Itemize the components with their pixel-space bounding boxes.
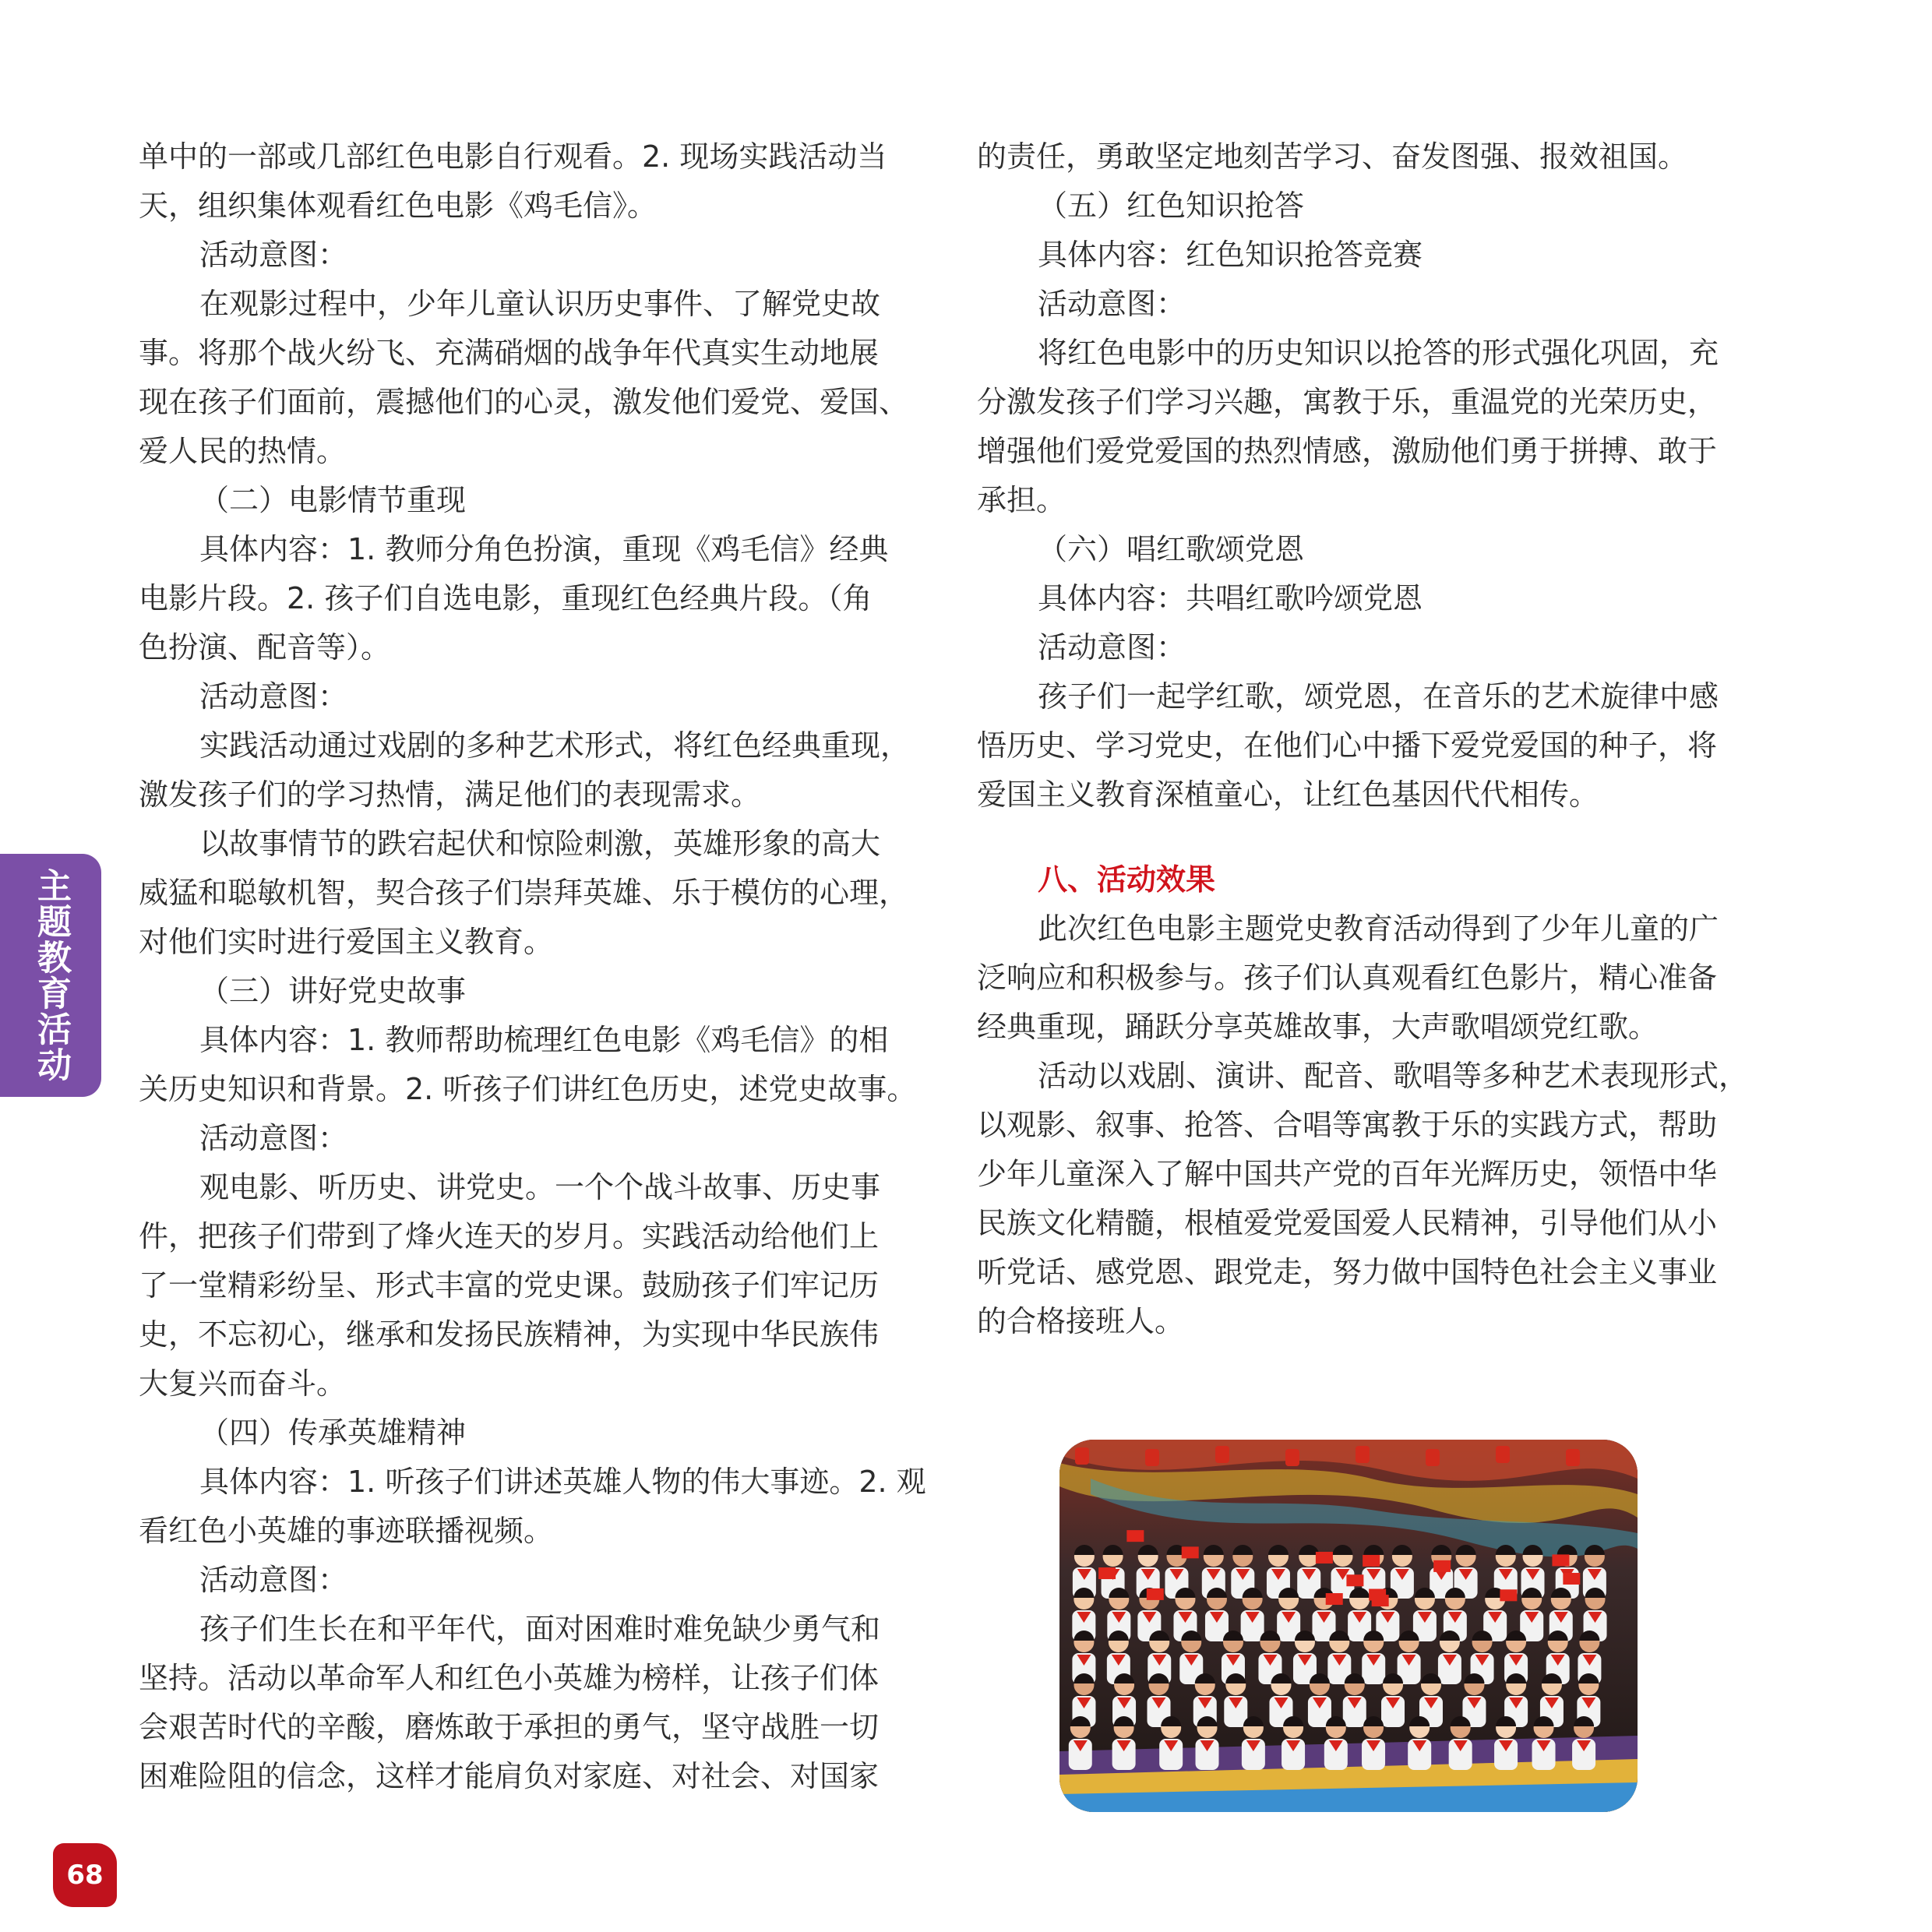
text-line: 活动意图： <box>199 1121 348 1155</box>
waving-flag <box>1326 1593 1343 1605</box>
text-line: 事。将那个战火纷飞、充满硝烟的战争年代真实生动地展 <box>139 336 880 370</box>
text-line: 将红色电影中的历史知识以抢答的形式强化巩固，充 <box>1038 336 1719 370</box>
text-line: 观电影、听历史、讲党史。一个个战斗故事、历史事 <box>199 1170 881 1204</box>
text-line: 坚持。活动以革命军人和红色小英雄为榜样，让孩子们体 <box>139 1661 880 1695</box>
section-heading: 八、活动效果 <box>1038 862 1216 897</box>
text-line: 具体内容：1. 教师分角色扮演，重现《鸡毛信》经典 <box>199 532 889 566</box>
text-line: 会艰苦时代的辛酸，磨炼敢于承担的勇气，坚守战胜一切 <box>139 1710 880 1744</box>
text-line: 孩子们生长在和平年代，面对困难时难免缺少勇气和 <box>199 1612 881 1646</box>
text-line: 悟历史、学习党史，在他们心中播下爱党爱国的种子，将 <box>977 728 1718 763</box>
text-line: 具体内容：1. 听孩子们讲述英雄人物的伟大事迹。2. 观 <box>199 1465 926 1499</box>
text-line: 以故事情节的跌宕起伏和惊险刺激，英雄形象的高大 <box>199 827 881 861</box>
waving-flag <box>1552 1554 1569 1566</box>
waving-flag <box>1372 1595 1389 1606</box>
left-text-column <box>139 132 926 1801</box>
text-line: 电影片段。2. 孩子们自选电影，重现红色经典片段。（角 <box>139 581 873 615</box>
text-line: 活动意图： <box>1038 287 1186 321</box>
side-tab-label: 主题教育活动 <box>31 868 71 1083</box>
text-line: 史，不忘初心，继承和发扬民族精神，为实现中华民族伟 <box>139 1317 880 1352</box>
text-line: 色扮演、配音等）。 <box>139 630 391 665</box>
text-line: （五）红色知识抢答 <box>1038 189 1305 223</box>
page-number: 68 <box>53 1843 117 1907</box>
waving-flag <box>1563 1573 1580 1585</box>
text-line: 活动以戏剧、演讲、配音、歌唱等多种艺术表现形式， <box>1038 1059 1749 1093</box>
text-line: 经典重现，踊跃分享英雄故事，大声歌唱颂党红歌。 <box>977 1010 1659 1044</box>
text-line: （六）唱红歌颂党恩 <box>1038 532 1305 566</box>
text-line: 爱人民的热情。 <box>139 434 347 468</box>
text-line: 的合格接班人。 <box>977 1304 1185 1338</box>
text-line: 活动意图： <box>199 679 348 714</box>
text-line: 民族文化精髓，根植爱党爱国爱人民精神，引导他们从小 <box>977 1206 1718 1240</box>
waving-flag <box>1182 1546 1199 1558</box>
text-line: 看红色小英雄的事迹联播视频。 <box>139 1514 554 1548</box>
text-line: （二）电影情节重现 <box>199 483 467 517</box>
text-line: 活动意图： <box>199 1563 348 1597</box>
text-line: 激发孩子们的学习热情，满足他们的表现需求。 <box>139 777 761 812</box>
text-line: 件，把孩子们带到了烽火连天的岁月。实践活动给他们上 <box>139 1219 880 1253</box>
text-line: 活动意图： <box>199 238 348 272</box>
text-line: 的责任，勇敢坚定地刻苦学习、奋发图强、报效祖国。 <box>977 139 1688 174</box>
waving-flag <box>1098 1567 1116 1579</box>
text-line: 威猛和聪敏机智，契合孩子们崇拜英雄、乐于模仿的心理， <box>139 876 909 910</box>
text-line: 具体内容：1. 教师帮助梳理红色电影《鸡毛信》的相 <box>199 1023 889 1057</box>
text-line: 了一堂精彩纷呈、形式丰富的党史课。鼓励孩子们牢记历 <box>139 1268 880 1303</box>
waving-flag <box>1126 1530 1144 1542</box>
text-line: 现在孩子们面前，震撼他们的心灵，激发他们爱党、爱国、 <box>139 385 909 419</box>
text-line: 分激发孩子们学习兴趣，寓教于乐，重温党的光荣历史， <box>977 385 1718 419</box>
waving-flag <box>1500 1589 1517 1601</box>
text-line: 爱国主义教育深植童心，让红色基因代代相传。 <box>977 777 1599 812</box>
text-line: （三）讲好党史故事 <box>199 974 467 1008</box>
text-line: 具体内容：共唱红歌吟颂党恩 <box>1038 581 1423 615</box>
text-line: 以观影、叙事、抢答、合唱等寓教于乐的实践方式，帮助 <box>977 1108 1718 1142</box>
group-photo-children <box>1059 1440 1638 1812</box>
waving-flag <box>1346 1574 1363 1586</box>
text-line: 增强他们爱党爱国的热烈情感，激励他们勇于拼搏、敢于 <box>977 434 1718 468</box>
text-line: 实践活动通过戏剧的多种艺术形式，将红色经典重现， <box>199 728 911 763</box>
text-line: 大复兴而奋斗。 <box>139 1366 347 1401</box>
text-line: 困难险阻的信念，这样才能肩负对家庭、对社会、对国家 <box>139 1759 880 1793</box>
text-line: 单中的一部或几部红色电影自行观看。2. 现场实践活动当 <box>139 139 887 174</box>
text-line: 听党话、感党恩、跟党走，努力做中国特色社会主义事业 <box>977 1255 1718 1289</box>
text-line: 泛响应和积极参与。孩子们认真观看红色影片，精心准备 <box>977 961 1718 995</box>
text-line: 天，组织集体观看红色电影《鸡毛信》。 <box>139 189 658 223</box>
group-photo-illustration <box>1059 1440 1638 1812</box>
text-line: （四）传承英雄精神 <box>199 1416 467 1450</box>
text-line: 具体内容：红色知识抢答竞赛 <box>1038 238 1423 272</box>
text-line: 关历史知识和背景。2. 听孩子们讲红色历史，述党史故事。 <box>139 1072 917 1106</box>
text-line: 承担。 <box>977 483 1066 517</box>
text-line: 少年儿童深入了解中国共产党的百年光辉历史，领悟中华 <box>977 1157 1718 1191</box>
text-line: 此次红色电影主题党史教育活动得到了少年儿童的广 <box>1038 911 1719 946</box>
text-line: 对他们实时进行爱国主义教育。 <box>139 925 554 959</box>
waving-flag <box>1316 1552 1333 1564</box>
text-line: 活动意图： <box>1038 630 1186 665</box>
waving-flag <box>1433 1560 1451 1572</box>
waving-flag <box>1363 1555 1380 1567</box>
text-line: 孩子们一起学红歌，颂党恩，在音乐的艺术旋律中感 <box>1038 679 1719 714</box>
waving-flag <box>1147 1588 1164 1600</box>
text-line: 在观影过程中，少年儿童认识历史事件、了解党史故 <box>199 287 881 321</box>
section-side-tab <box>0 854 101 1097</box>
right-text-column <box>977 132 1749 1346</box>
